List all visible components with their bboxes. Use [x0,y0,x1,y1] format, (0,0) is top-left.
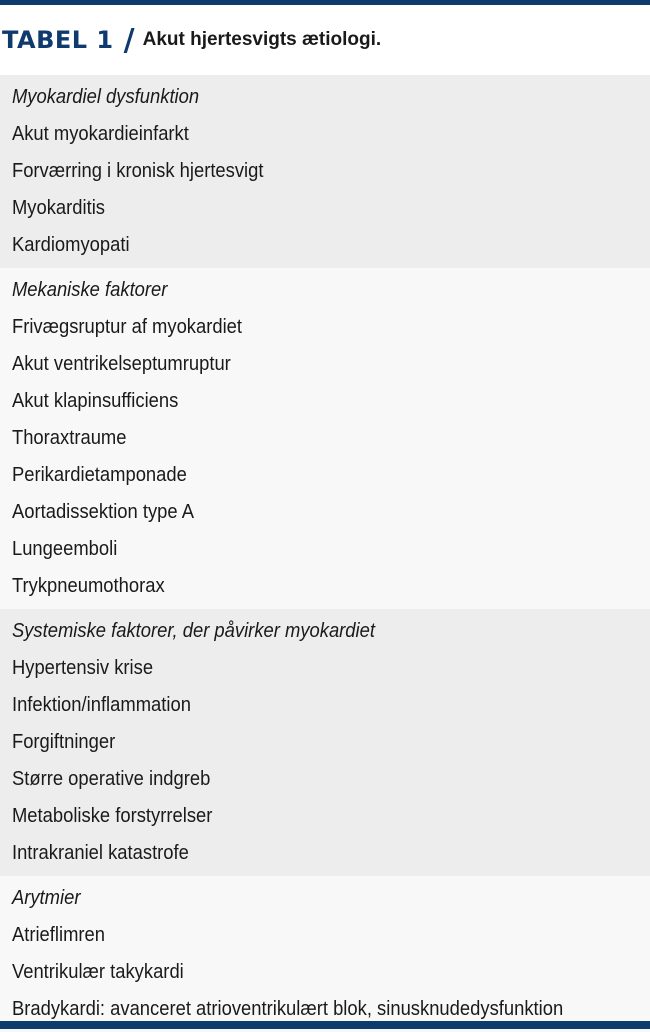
section-heading: Myokardiel dysfunktion [11,86,200,108]
section-systemiske-faktorer [0,609,650,876]
list-item: Forgiftninger [11,731,116,753]
list-item: Thoraxtraume [11,427,127,449]
etiology-table [0,75,650,1032]
list-item: Akut klapinsufficiens [11,390,179,412]
list-item: Aortadissektion type A [11,501,195,523]
table-caption: Akut hjertesvigts ætiologi. [142,29,382,50]
list-item: Trykpneumothorax [11,575,165,597]
list-item: Intrakraniel katastrofe [11,842,189,864]
list-item: Myokarditis [11,197,106,219]
table-number-label: TABEL 1 [2,26,114,54]
bottom-rule [0,1021,650,1029]
list-item: Akut ventrikelseptumruptur [11,353,231,375]
list-item: Lungeemboli [11,538,118,560]
list-item: Bradykardi: avanceret atrioventrikulært blok, sinusknudedysfunktion [11,998,564,1020]
list-item: Akut myokardieinfarkt [11,123,189,145]
list-item: Større operative indgreb [11,768,211,790]
list-item: Forværring i kronisk hjertesvigt [11,160,264,182]
section-heading: Mekaniske faktorer [11,279,168,301]
list-item: Frivægsruptur af myokardiet [11,316,243,338]
list-item: Infektion/inflammation [11,694,191,716]
section-heading: Arytmier [11,887,81,909]
list-item: Perikardietamponade [11,464,187,486]
section-arytmier [0,876,650,1032]
header-separator: / [123,22,135,58]
section-mekaniske-faktorer [0,268,650,609]
list-item: Hypertensiv krise [11,657,154,679]
list-item: Metaboliske forstyrrelser [11,805,213,827]
list-item: Kardiomyopati [11,234,130,256]
section-myokardiel-dysfunktion [0,75,650,268]
section-heading: Systemiske faktorer, der påvirker myokardiet [11,620,375,642]
list-item: Ventrikulær takykardi [11,961,184,983]
table-header [0,5,650,75]
list-item: Atrieflimren [11,924,106,946]
